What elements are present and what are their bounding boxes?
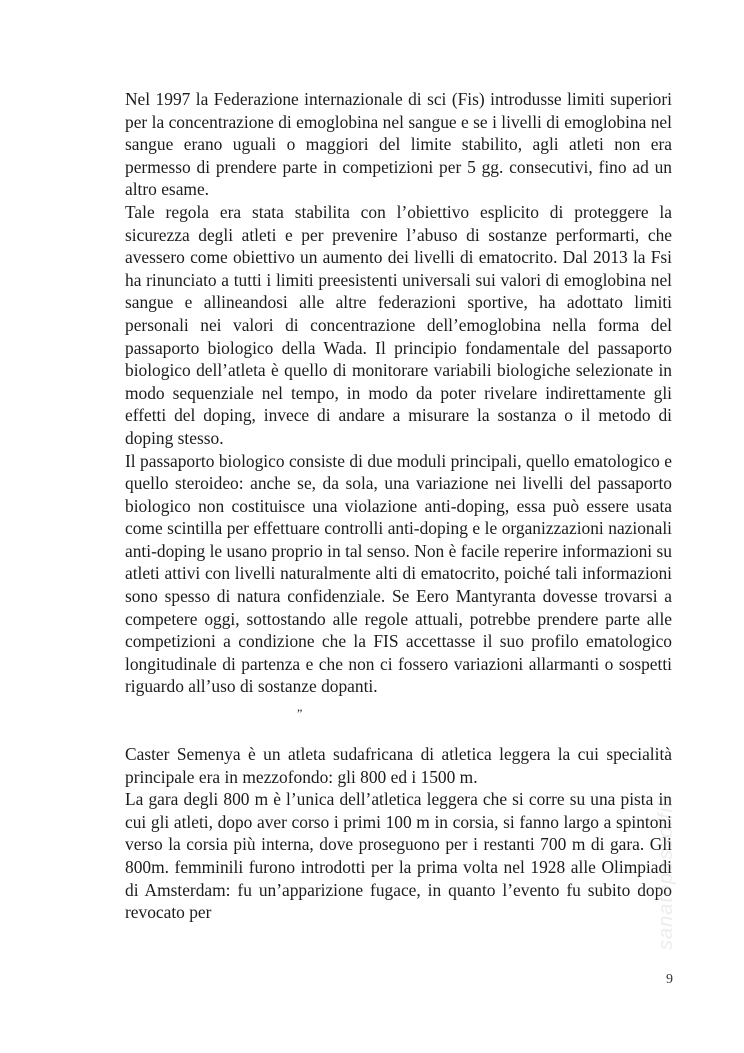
page-number: 9 [666,972,673,987]
paragraph-biological-passport: Il passaporto biologico consiste di due moduli principali, quello ematologico e quello steroideo: anche se, da sola, una variazione nei livelli del passaporto biologico non costituisce una violazione anti-doping, essa può essere usata come scintilla per effettuare controlli anti-doping e le organizzazioni nazionali anti-doping le usano proprio in tal senso. Non è facile reperire informazioni su atleti attivi con livelli naturalmente alti di ematocrito, poiché tali informazioni sono spesso di natura confidenziale. Se Eero Mantyranta dovesse trovarsi a competere oggi, sottostando alle regole attuali, potrebbe prendere parte alle competizioni a condizione che la FIS accettasse il suo profilo ematologico longitudinale di partenza e che non ci fossero variazioni allarmanti o sospetti riguardo all’uso di sostanze dopanti. [125,450,672,697]
paragraph-fis-limits: Nel 1997 la Federazione internazionale di sci (Fis) introdusse limiti superiori per la concentrazione di emoglobina nel sangue e se i livelli di emoglobina nel sangue erano uguali o maggiori del limite stabilito, agli atleti non era permesso di prendere parte in competizioni per 5 gg. consecutivi, fino ad un altro esame. [125,89,672,200]
paragraph-800m-race: La gara degli 800 m è l’unica dell’atletica leggera che si corre su una pista in cui gli atleti, dopo aver corso i primi 100 m in corsia, si fanno largo a spintoni verso la corsia più interna, dove proseguono per i restanti 700 m di gara. Gli 800m. femminili furono introdotti per la prima volta nel 1928 alle Olimpiadi di Amsterdam: fu un’apparizione fugace, in quanto l’evento fu subito dopo revocato per [125,789,672,923]
body-text [125,88,672,924]
paragraph-caster-semenya: Caster Semenya è un atleta sudafricana di atletica leggera la cui specialità principale era in mezzofondo: gli 800 ed i 1500 m. [125,744,672,787]
closing-quote-mark: ” [297,706,303,721]
vertical-watermark: sanatopessoffili [655,796,677,950]
paragraph-regulation-purpose: Tale regola era stata stabilita con l’obiettivo esplicito di proteggere la sicurezza degli atleti e per prevenire l’abuso di sostanze performarti, che avessero come obiettivo un aumento dei livelli di ematocrito. Dal 2013 la Fsi ha rinunciato a tutti i limiti preesistenti universali sui valori di emoglobina nel sangue e allineandosi alle altre federazioni sportive, ha adottato limiti personali nei valori di concentrazione dell’emoglobina nella forma del passaporto biologico della Wada. Il principio fondamentale del passaporto biologico dell’atleta è quello di monitorare variabili biologiche selezionate in modo sequenziale nel tempo, in modo da poter rivelare indirettamente gli effetti del doping, invece di andare a misurare la sostanza o il metodo di doping stesso. [125,201,672,448]
